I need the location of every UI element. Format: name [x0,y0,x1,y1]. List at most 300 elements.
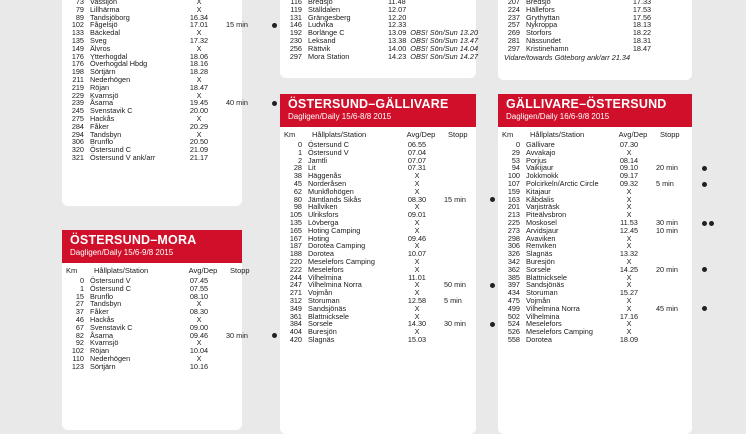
stop-cell: Jämtlands Sikås [308,194,362,204]
km-cell: 131 [289,12,302,22]
time-cell: X [414,241,420,251]
time-cell: X [414,288,420,298]
km-cell: 62 [293,186,302,196]
time-cell: 15.27 [619,288,639,298]
service-dot-icon [272,101,277,106]
time-cell: X [196,129,202,139]
km-cell: 0 [515,140,520,149]
stop-duration-cell [440,242,488,250]
km-cell: 1 [79,283,84,293]
stop-cell: Varjisträsk [526,202,560,212]
km-cell: 100 [507,171,520,181]
stop-duration-cell [440,211,488,219]
service-dot-icon [702,221,707,226]
stop-duration-cell [652,188,700,196]
timetable-row [62,76,242,84]
stop-cell: Sandsjönäs [526,280,565,290]
km-cell: 92 [75,338,84,348]
stop-cell: Vilhelmina [526,311,560,321]
stop-cell: Mora Station [308,51,350,61]
stop-duration-cell [222,146,270,154]
stop-duration-cell: 10 min [656,225,678,235]
stop-cell: Ludvika [308,20,334,30]
stop-cell: Avaviken [526,233,556,243]
stop-duration-cell [440,157,488,165]
time-cell: 18.13 [632,20,652,30]
stop-duration-cell: 50 min [444,280,466,290]
stop-cell: Röjan [90,82,110,92]
time-cell: X [626,303,632,313]
km-cell: 298 [507,233,520,243]
stop-cell: Gällivare [526,140,555,149]
stop-cell: Vassijön [90,0,118,6]
stop-cell: Porjus [526,155,547,165]
km-cell: 119 [290,4,302,14]
time-cell: 13.38 OBS! Sön/Sun 13.47 [388,35,479,45]
stop-cell: Jamtli [308,155,328,165]
km-cell: 176 [71,59,84,69]
km-cell: 0 [79,276,84,285]
stop-duration-cell [222,45,270,53]
time-cell: X [626,280,632,290]
stop-cell: Rättvik [308,43,331,53]
time-cell: X [414,303,420,313]
stop-cell: Kvarnsjö [90,90,119,100]
stop-cell: Svenstavik C [90,322,133,332]
stop-cell: Dorotea [308,249,334,259]
stop-duration-cell [440,180,488,188]
timetable-row [62,98,248,108]
time-cell: X [414,327,420,337]
time-cell: 07.04 [407,147,427,157]
service-dot-icon [709,221,714,226]
stop-duration-cell [222,300,270,308]
timetable-row [498,45,692,53]
stop-cell: Östersund C [90,283,131,293]
km-cell: 146 [289,20,302,30]
stop-duration-cell [652,196,700,204]
card-title: ÖSTERSUND–MORA [70,233,197,247]
service-dot-icon [702,166,707,171]
time-cell: 17.33 [632,0,652,6]
time-cell: X [626,186,632,196]
stop-duration-cell [652,242,700,250]
time-cell: 15.03 [407,334,427,344]
time-cell: X [414,178,420,188]
rows [280,141,476,344]
timetable-card-gallivare-ostersund [498,94,692,434]
km-cell: 397 [507,280,520,290]
time-cell: X [196,314,202,324]
stop-cell: Lillhärma [90,4,120,14]
time-cell: X [626,241,632,251]
time-cell: 18.22 [632,28,652,38]
stop-cell: Meselefors [308,264,344,274]
timetable-row [62,339,242,347]
stop-cell: Svenstavik C [90,106,133,116]
km-cell: 79 [75,4,84,14]
km-cell: 256 [289,43,302,53]
timetable-row [62,277,242,285]
km-cell: 192 [289,28,302,38]
km-cell: 167 [289,233,302,243]
time-cell: 18.28 [189,67,209,77]
km-cell: 384 [289,319,302,329]
time-cell: 07.07 [407,155,427,165]
km-cell: 163 [507,194,520,204]
time-cell: 11.01 [408,272,426,282]
km-cell: 135 [289,217,302,227]
stop-duration-cell [652,235,700,243]
time-cell: 11.48 [388,0,406,6]
stop-cell: Sveg [90,35,107,45]
rows [498,141,692,344]
timetable-row [62,363,242,371]
stop-cell: Älvros [90,43,111,53]
time-cell: X [196,0,202,6]
stop-duration-cell [652,274,700,282]
time-cell: X [414,217,420,227]
stop-duration-cell: 45 min [656,303,678,313]
stop-cell: Buresjön [308,327,337,337]
km-cell: 404 [289,327,302,337]
km-cell: 187 [289,241,302,251]
km-cell: 321 [71,152,84,162]
time-cell: X [196,338,202,348]
card-subtitle: Dagligen/Daily 16/6-9/8 2015 [506,112,610,121]
km-cell: 224 [507,4,520,14]
stop-cell: Borlänge C [308,28,345,38]
time-cell: 07.30 [619,140,639,149]
rows [62,276,248,371]
time-cell: 10.07 [407,249,427,259]
stop-cell: Storfors [526,28,552,38]
stop-cell: Piteälvsbron [526,210,567,220]
stop-cell: Dorotea [526,334,552,344]
km-cell: 297 [507,43,520,53]
time-cell: X [414,186,420,196]
time-cell: 20.00 [189,106,209,116]
stop-cell: Vojmån [526,295,551,305]
km-cell: 225 [507,217,520,227]
card-title: GÄLLIVARE–ÖSTERSUND [506,97,667,111]
stop-duration-cell [222,285,270,293]
km-cell: 499 [507,303,520,313]
timetable-row [62,154,242,162]
km-cell: 38 [293,171,302,181]
km-cell: 239 [71,98,84,108]
km-cell: 45 [293,178,302,188]
service-dot-icon [702,267,707,272]
rows [280,0,479,61]
stop-duration-cell [440,305,488,313]
stop-cell: Storuman [526,288,558,298]
time-cell: 07.31 [407,163,427,173]
stop-duration-cell [440,149,488,157]
time-cell: 21.09 [189,145,209,155]
stop-duration-cell: 5 min [656,178,674,188]
time-cell: X [414,264,420,274]
time-cell: 06.55 [407,140,427,149]
stop-cell: Blattnicksele [308,311,349,321]
stop-duration-cell [652,289,700,297]
timetable-row [62,285,242,293]
stop-cell: Blattnicksele [526,272,567,282]
time-cell: 08.14 [619,155,639,165]
stop-duration-cell [652,328,700,336]
km-cell: 524 [507,319,520,329]
stop-duration-cell [440,219,488,227]
timetable-row [62,123,242,131]
stop-duration-cell [222,363,270,371]
km-cell: 229 [71,90,84,100]
stop-duration-cell: 20 min [656,264,678,274]
stop-duration-cell [440,203,488,211]
km-cell: 502 [507,311,520,321]
stop-duration-cell [222,138,270,146]
stop-cell: Jokkmokk [526,171,559,181]
km-cell: 116 [290,0,302,6]
time-cell: 14.00 OBS! Sön/Sun 14.04 [388,43,479,53]
km-cell: 67 [75,322,84,332]
stop-cell: Östersund C [308,140,349,149]
stop-cell: Meselefors Camping [526,327,593,337]
stop-duration-cell [222,154,270,162]
km-cell: 176 [71,51,84,61]
time-cell: X [196,4,202,14]
time-cell: 09.46 [189,330,209,340]
stop-duration-cell [440,141,488,149]
stop-cell: Vaikijaur [526,163,554,173]
timetable-row [62,68,242,76]
stop-cell: Östersund C [90,145,131,155]
km-cell: 213 [507,210,520,220]
time-cell: 18.09 [619,334,639,344]
stop-cell: Nederhögen [90,74,131,84]
time-cell: 17.53 [632,4,652,14]
timetable-row [62,53,242,61]
stop-duration-cell [222,277,270,285]
timetable-row [498,336,692,344]
stop-cell: Vilhelmina Norra [308,280,362,290]
stop-duration-cell [222,6,270,14]
km-cell: 135 [71,35,84,45]
rows [62,0,248,162]
stop-duration-cell [222,29,270,37]
timetable-row [62,347,242,355]
column-headers: Km Hållplats/Station Avg/Dep Stopp [66,266,250,275]
km-cell: 28 [293,163,302,173]
stop-cell: Hackås [90,314,115,324]
stop-cell: Grängesberg [308,12,351,22]
stop-cell: Brunflo [90,291,114,301]
km-cell: 188 [289,249,302,259]
km-cell: 15 [75,291,84,301]
stop-cell: Moskosel [526,217,557,227]
timetable-row [62,115,242,123]
stop-duration-cell [440,336,488,344]
stop-cell: Slagnäs [308,334,335,344]
time-cell: 18.47 [189,82,209,92]
time-cell: 12.07 [388,4,407,14]
stop-cell: Sorsele [526,264,551,274]
stop-cell: Kitajaur [526,186,551,196]
km-cell: 297 [289,51,302,61]
stop-duration-cell [222,131,270,139]
km-cell: 361 [289,311,302,321]
time-cell: 18.47 [632,43,652,53]
stop-duration-cell [440,227,488,235]
timetable-card-ostersund-mora [62,230,250,430]
stop-cell: Renviken [526,241,557,251]
stop-cell: Avvakajo [526,147,556,157]
km-cell: 275 [71,113,84,123]
stop-cell: Nykroppa [526,20,558,30]
stop-cell: Hoting [308,233,330,243]
timetable-row [62,92,242,100]
timetable-row [62,355,242,363]
timetable-row [62,37,242,45]
timetable-row [62,138,242,146]
km-cell: 29 [511,147,520,157]
time-cell: 09.32 [619,178,639,188]
stop-cell: Sandsjönäs [308,303,347,313]
time-cell: 12.33 [388,20,407,30]
stop-duration-cell [222,68,270,76]
km-cell: 385 [507,272,520,282]
km-cell: 420 [289,334,302,344]
time-cell: 20.50 [189,137,209,147]
km-cell: 526 [507,327,520,337]
time-cell: X [196,353,202,363]
stop-cell: Bäckedal [90,28,121,38]
timetable-card-ostersund-gallivare [280,94,476,434]
stop-duration-cell: 20 min [656,163,678,173]
km-cell: 107 [507,178,520,188]
km-cell: 37 [75,307,84,317]
timetable-row [62,131,242,139]
time-cell: X [626,272,632,282]
time-cell: 08.10 [189,291,209,301]
time-cell: 08.30 [189,307,209,317]
stop-cell: Kvarnsjö [90,338,119,348]
time-cell: 07.55 [189,283,209,293]
km-cell: 362 [507,264,520,274]
stop-cell: Vojmån [308,288,333,298]
km-cell: 123 [71,361,84,371]
timetable-row [280,51,479,61]
time-cell: 17.16 [619,311,639,321]
stop-cell: Hackås [90,113,115,123]
timetable-row [62,330,248,340]
time-cell: X [196,113,202,123]
timetable-row [62,6,242,14]
card-header [280,94,476,127]
timetable-row [62,324,242,332]
rows [498,0,692,53]
stop-cell: Vilhelmina [308,272,342,282]
km-cell: 165 [289,225,302,235]
stop-duration-cell [440,164,488,172]
stop-duration-cell [652,281,700,289]
stop-duration-cell: 15 min [226,20,248,30]
timetable-card-1 [62,0,248,206]
stop-duration-cell [440,258,488,266]
timetable-row [62,107,242,115]
time-cell: 12.45 [619,225,639,235]
stop-duration-cell [682,14,686,22]
time-cell: 21.17 [189,152,209,162]
stop-cell: Hällefors [526,4,555,14]
time-cell: X [626,147,632,157]
service-dot-icon [490,283,495,288]
km-cell: 558 [507,334,520,344]
time-cell: 17.01 [189,20,209,30]
stop-duration-cell [440,328,488,336]
stop-cell: Östersund V [90,276,131,285]
time-cell: 17.56 [632,12,652,22]
time-cell: X [414,171,420,181]
time-cell: 09.46 [407,233,427,243]
timetable-row [62,308,242,316]
km-cell: 80 [293,194,302,204]
time-cell: 17.32 [189,35,209,45]
km-cell: 342 [507,256,520,266]
km-cell: 306 [71,137,84,147]
time-cell: 19.45 [189,98,209,108]
service-dot-icon [702,182,707,187]
stop-cell: Vilhelmina Norra [526,303,580,313]
km-cell: 219 [71,82,84,92]
km-cell: 211 [72,74,84,84]
sunday-note: OBS! Sön/Sun 14.04 [410,43,479,53]
stop-cell: Ställdalen [308,4,341,14]
km-cell: 349 [289,303,302,313]
timetable-row [62,60,242,68]
time-cell: 09.17 [619,171,639,181]
stop-cell: Kristinehamn [526,43,569,53]
timetable-row [62,316,242,324]
card-title: ÖSTERSUND–GÄLLIVARE [288,97,449,111]
timetable-row [62,20,248,30]
km-cell: 198 [71,67,84,77]
card-header [62,230,242,263]
km-cell: 434 [507,288,520,298]
stop-cell: Åsarna [90,98,114,108]
stop-duration-cell [652,313,700,321]
km-cell: 159 [507,186,520,196]
km-cell: 220 [289,256,302,266]
stop-duration-cell [682,21,686,29]
stop-cell: Polcirkeln/Arctic Circle [526,178,599,188]
stop-cell: Arvidsjaur [526,225,559,235]
km-cell: 237 [507,12,520,22]
km-cell: 207 [507,0,520,6]
time-cell: X [626,210,632,220]
timetable-row [62,84,242,92]
stop-cell: Ytterhogdal [90,51,128,61]
km-cell: 98 [293,202,302,212]
km-cell: 271 [289,288,302,298]
stop-cell: Kåbdalis [526,194,554,204]
time-cell: 08.30 [407,194,427,204]
timetable-row [62,45,242,53]
service-dot-icon [272,23,277,28]
time-cell: X [196,299,202,309]
stop-duration-cell [222,339,270,347]
time-cell: 11.53 [620,217,638,227]
km-cell: 273 [507,225,520,235]
